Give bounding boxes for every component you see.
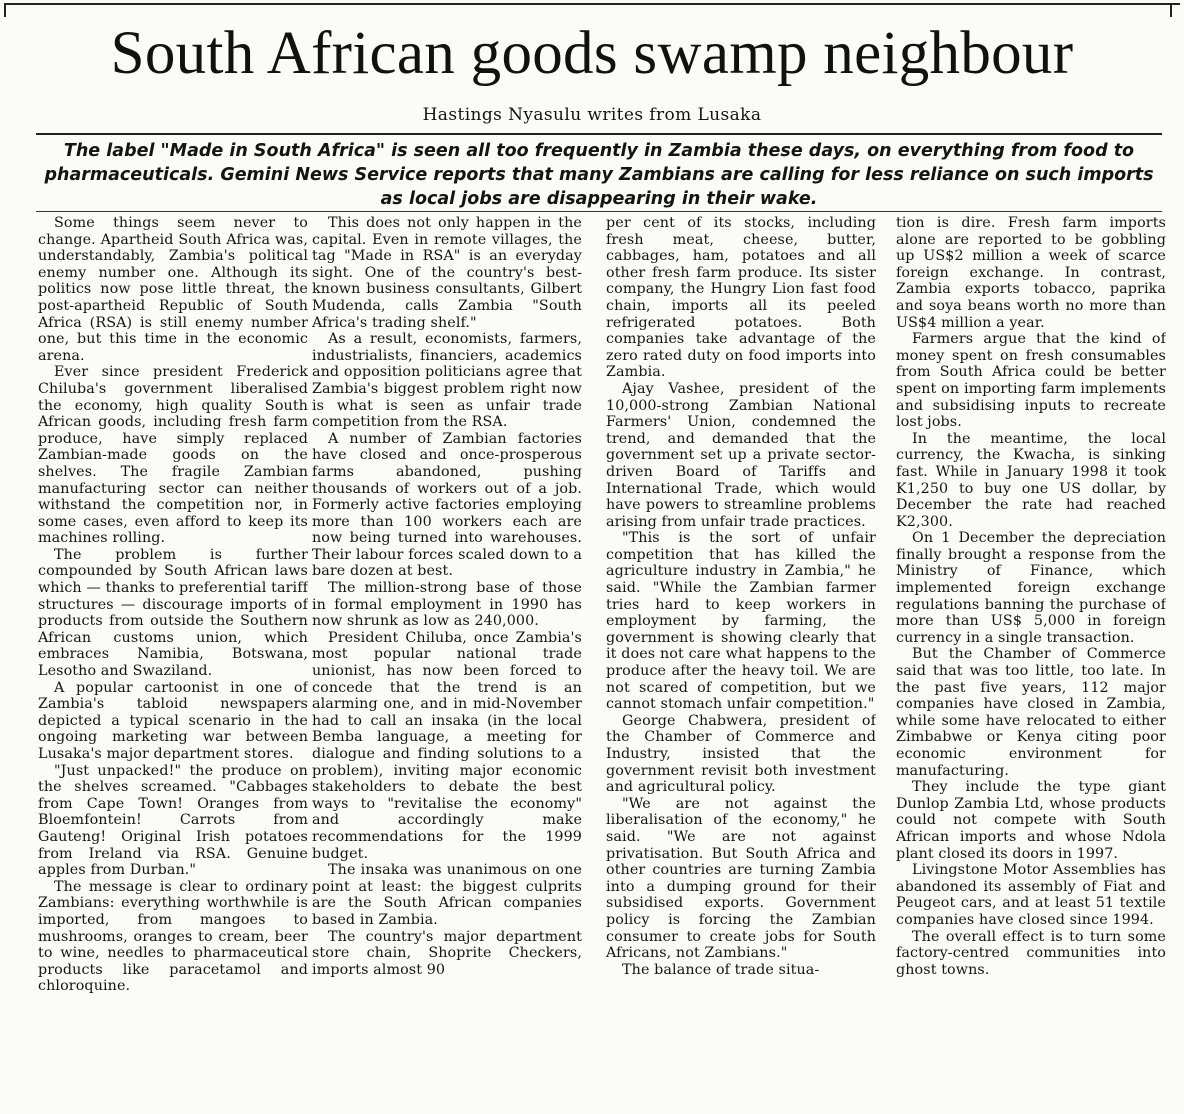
paragraph: "This is the sort of unfair competition that has killed the agriculture industry in Zambia," he said. "While the Zambian farmer tries hard to keep workers in employment by farming, the government is showing clearly that it does not care what happens to the produce after the heavy toil. We are not scared of competition, but we cannot stomach unfair competition." (606, 530, 876, 713)
article-column-1 (38, 215, 308, 1111)
paragraph: per cent of its stocks, including fresh meat, cheese, butter, cabbages, ham, potatoes and all other fresh farm produce. Its sister company, the Hungry Lion fast food chain, imports all its peeled refrigerated potatoes. Both companies take advantage of the zero rated duty on food imports into Zambia. (606, 215, 876, 381)
standfirst-rule (36, 211, 1162, 212)
paragraph: The overall effect is to turn some factory-centred communities into ghost towns. (896, 928, 1166, 978)
paragraph: On 1 December the depreciation finally brought a response from the Ministry of Finance, which implemented foreign exchange regulations banning the purchase of more than US$ 5,000 in foreign currency in a single transaction. (896, 530, 1166, 646)
paragraph: As a result, economists, farmers, industrialists, financiers, academics and opposition politicians agree that Zambia's biggest problem right now is what is seen as unfair trade competition from the RSA. (312, 331, 582, 431)
paragraph: The insaka was unanimous on one point at least: the biggest culprits are the South African companies based in Zambia. (312, 862, 582, 928)
paragraph: They include the type giant Dunlop Zambia Ltd, whose products could not compete with South African imports and whose Ndola plant closed its doors in 1997. (896, 779, 1166, 862)
left-border-tick (4, 3, 6, 17)
paragraph: President Chiluba, once Zambia's most popular national trade unionist, has now been forced to concede that the trend is an alarming one, and in mid-November had to call an insaka (in the local Bemba language, a meeting for dialogue and finding solutions to a problem), inviting major economic stakeholders to debate the best ways to "revitalise the economy" and accordingly make recommendations for the 1999 budget. (312, 629, 582, 862)
paragraph: Livingstone Motor Assemblies has abandoned its assembly of Fiat and Peugeot cars, and at least 51 textile companies have closed since 1994. (896, 862, 1166, 928)
paragraph: Some things seem never to change. Apartheid South Africa was, understandably, Zambia's political enemy number one. Although its politics now pose little threat, the post-apartheid Republic of South Africa (RSA) is still enemy number one, but this time in the economic arena. (38, 215, 308, 364)
paragraph: Farmers argue that the kind of money spent on fresh consumables from South Africa could be better spent on importing farm implements and subsidising inputs to recreate lost jobs. (896, 331, 1166, 431)
top-border-rule (4, 3, 1180, 5)
paragraph: "We are not against the liberalisation of the economy," he said. "We are not against privatisation. But South Africa and other countries are turning Zambia into a dumping ground for their subsidised exports. Government policy is forcing the Zambian consumer to create jobs for South Africans, not Zambians." (606, 795, 876, 962)
paragraph: George Chabwera, president of the Chamber of Commerce and Industry, insisted that the government revisit both investment and agricultural policy. (606, 712, 876, 796)
paragraph: This does not only happen in the capital. Even in remote villages, the tag "Made in RSA" is an everyday sight. One of the country's best-known business consultants, Gilbert Mudenda, calls Zambia "South Africa's trading shelf." (312, 215, 582, 331)
paragraph: "Just unpacked!" the produce on the shelves screamed. "Cabbages from Cape Town! Oranges from Bloemfontein! Carrots from Gauteng! Original Irish potatoes from Ireland via RSA. Genuine apples from Durban." (38, 762, 308, 879)
article-column-3 (606, 215, 876, 1111)
paragraph: The country's major department store chain, Shoprite Checkers, imports almost 90 (312, 928, 582, 978)
right-border-tick (1170, 3, 1172, 17)
paragraph: The message is clear to ordinary Zambians: everything worthwhile is imported, from mangoes to mushrooms, oranges to cream, beer to wine, needles to pharmaceutical products like paracetamol and chloroquine. (38, 878, 308, 995)
paragraph: In the meantime, the local currency, the Kwacha, is sinking fast. While in January 1998 it took K1,250 to buy one US dollar, by December the rate had reached K2,300. (896, 430, 1166, 530)
byline-rule (36, 133, 1162, 135)
headline: South African goods swamp neighbour (110, 20, 1074, 87)
paragraph: A popular cartoonist in one of Zambia's tabloid newspapers depicted a typical scenario in the ongoing marketing war between Lusaka's major department stores. (38, 679, 308, 762)
paragraph: tion is dire. Fresh farm imports alone are reported to be gobbling up US$2 million a week of scarce foreign exchange. In contrast, Zambia exports tobacco, paprika and soya beans worth no more than US$4 million a year. (896, 215, 1166, 331)
article-column-4 (896, 215, 1166, 1111)
article-column-2 (312, 215, 582, 1111)
paragraph: The balance of trade situa- (622, 961, 820, 978)
paragraph: Ajay Vashee, president of the 10,000-strong Zambian National Farmers' Union, condemned the trend, and demanded that the government set up a private sector-driven Board of Tariffs and International Trade, which would have powers to streamline problems arising from unfair trade practices. (606, 380, 876, 530)
paragraph: But the Chamber of Commerce said that was too little, too late. In the past five years, 112 major companies have closed in Zambia, while some have relocated to either Zimbabwe or Kenya citing poor economic environment for manufacturing. (896, 646, 1166, 779)
byline: Hastings Nyasulu writes from Lusaka (422, 105, 762, 125)
standfirst: The label "Made in South Africa" is seen all too frequently in Zambia these days, on everything from food to pharmaceuticals. Gemini News Service reports that many Zambians are calling for less reliance on such imports as local jobs are disappearing in their wake. (44, 141, 1154, 209)
paragraph: The problem is further compounded by South African laws which — thanks to preferential tariff structures — discourage imports of products from outside the Southern African customs union, which embraces Namibia, Botswana, Lesotho and Swaziland. (38, 546, 308, 680)
paragraph: The million-strong base of those in formal employment in 1990 has now shrunk as low as 240,000. (312, 580, 582, 630)
paragraph: A number of Zambian factories have closed and once-prosperous farms abandoned, pushing thousands of workers out of a job. Formerly active factories employing more than 100 workers each are now being turned into warehouses. Their labour forces scaled down to a bare dozen at best. (312, 430, 582, 580)
paragraph: Ever since president Frederick Chiluba's government liberalised the economy, high quality South African goods, including fresh farm produce, have simply replaced Zambian-made goods on the shelves. The fragile Zambian manufacturing sector can neither withstand the competition nor, in some cases, even afford to keep its machines rolling. (38, 364, 308, 547)
